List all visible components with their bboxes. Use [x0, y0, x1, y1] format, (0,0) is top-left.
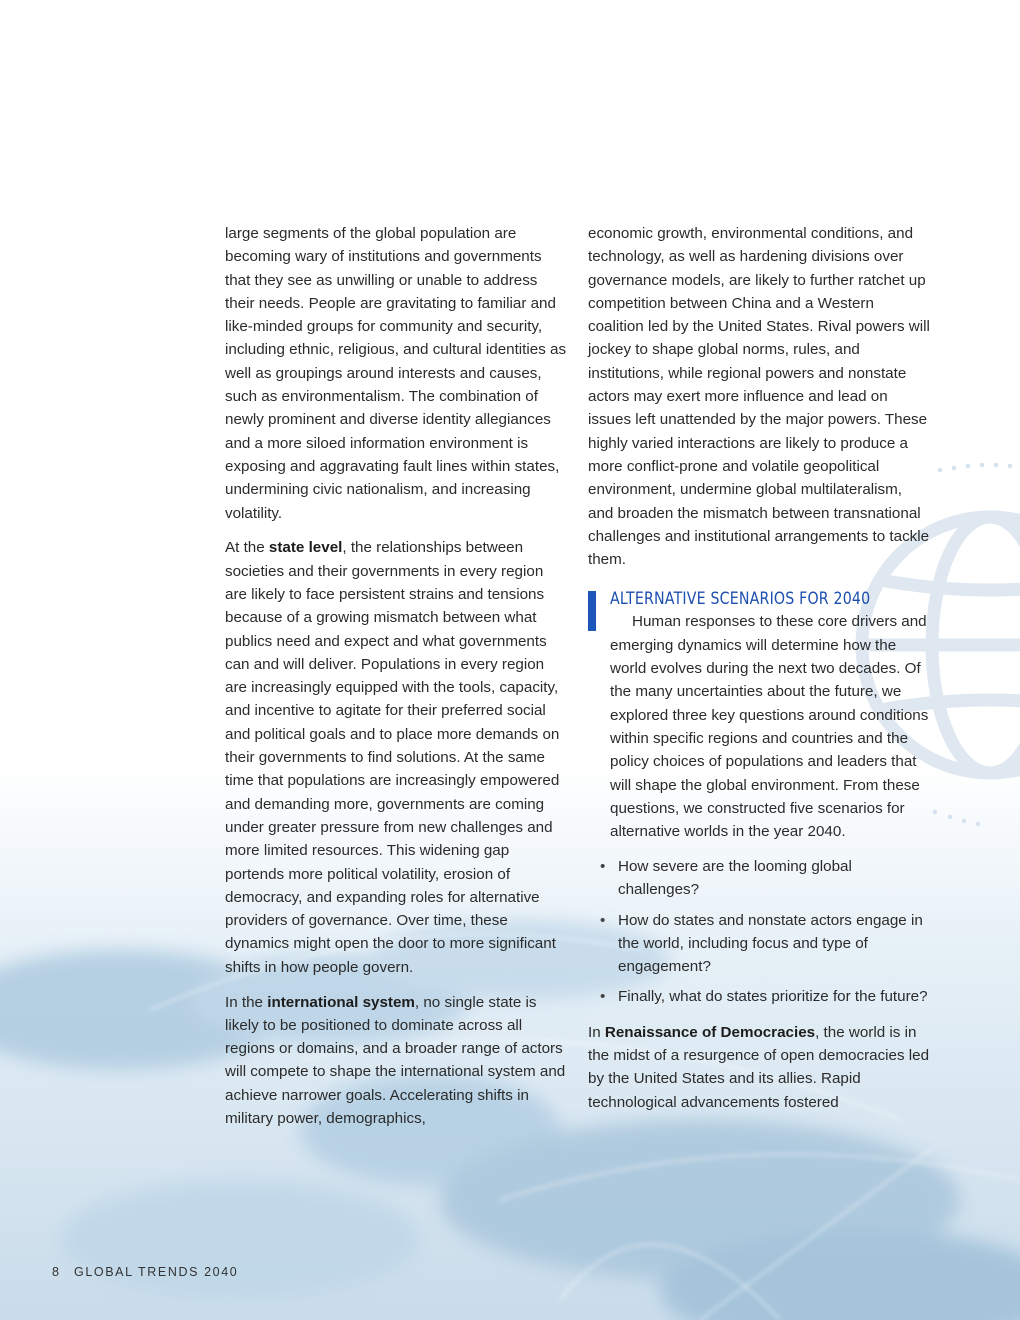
text-run: , the world is in the midst of a resurgence of open democracies led by the United States and its allies. Rapid technological advancements fostered — [588, 1023, 930, 1111]
text-run: At the — [225, 539, 269, 557]
bold-term-renaissance: Renaissance of Democracies — [604, 1023, 816, 1041]
text-run: , no single state is likely to be positioned to dominate across all regions or domains, and a broader range of actors will compete to shape the international system and achieve narrower goals. Accelerating shifts in military power, demographics, — [225, 993, 566, 1127]
left-column — [225, 222, 567, 1142]
publication-title: GLOBAL TRENDS 2040 — [74, 1265, 239, 1279]
list-item: • Finally, what do states prioritize for the future? — [600, 985, 930, 1008]
left-paragraph-intro: large segments of the global population are becoming wary of institutions and governments that they see as unwilling or unable to address their needs. People are gravitating to familiar and like-minded groups for community and security, including ethnic, religious, and cultural identities as well as groupings around interests and causes, such as environmentalism. The combination of newly prominent and diverse identity allegiances and a more siloed information environment is exposing and aggravating fault lines within states, undermining civic nationalism, and increasing volatility. — [225, 225, 567, 522]
text-run: In — [588, 1023, 605, 1041]
page-number: 8 — [52, 1265, 59, 1279]
right-paragraph-competition: economic growth, environmental conditions, and technology, as well as hardening divisions over governance models, are likely to further ratchet up competition between China and a Western coalition led by the United States. Rival powers will jockey to shape global norms, rules, and institutions, while regional powers and nonstate actors may exert more influence and lead on issues left unattended by the major powers. These highly varied interactions are likely to produce a more conflict-prone and volatile geopolitical environment, undermine global multilateralism, and broaden the mismatch between transnational challenges and institutional arrangements to tackle them. — [588, 225, 930, 569]
left-paragraph-state-level — [225, 536, 567, 979]
section-heading: ALTERNATIVE SCENARIOS FOR 2040 — [610, 589, 871, 609]
key-questions-list — [588, 855, 930, 1009]
text-run: In the — [225, 993, 268, 1011]
list-item: • How severe are the looming global challenges? — [600, 855, 930, 902]
section-accent-bar — [588, 591, 596, 631]
right-paragraph-renaissance — [588, 1021, 930, 1114]
bold-term-international-system: international system — [267, 993, 415, 1011]
bold-term-state-level: state level — [268, 539, 343, 557]
left-paragraph-international-system — [225, 991, 567, 1131]
section-intro-paragraph: Human responses to these core drivers and emerging dynamics will determine how the world evolves during the next two decades. Of the many uncertainties about the future, we explored three key questions around conditions within specific regions and countries and the policy choices of populations and leaders that will shape the global environment. From these questions, we constructed five scenarios for alternative worlds in the year 2040. — [610, 613, 929, 841]
page-footer — [52, 1265, 238, 1279]
section-alternative-scenarios — [588, 587, 930, 843]
right-column — [588, 222, 930, 1125]
text-run: , the relationships between societies and their governments in every region are likely to face persistent strains and tensions because of a growing mismatch between what publics need and expect and what governments can and will deliver. Populations in every region are increasingly equipped with the tools, capacity, and incentive to agitate for their preferred social and political goals and to place more demands on their governments to find solutions. At the same time that populations are increasingly empowered and demanding more, governments are coming under greater pressure from new challenges and more limited resources. This widening gap portends more political volatility, erosion of democracy, and expanding roles for alternative providers of governance. Over time, these dynamics might open the door to more significant shifts in how people govern. — [225, 539, 560, 976]
list-item: • How do states and nonstate actors engage in the world, including focus and type of engagement? — [600, 909, 930, 979]
